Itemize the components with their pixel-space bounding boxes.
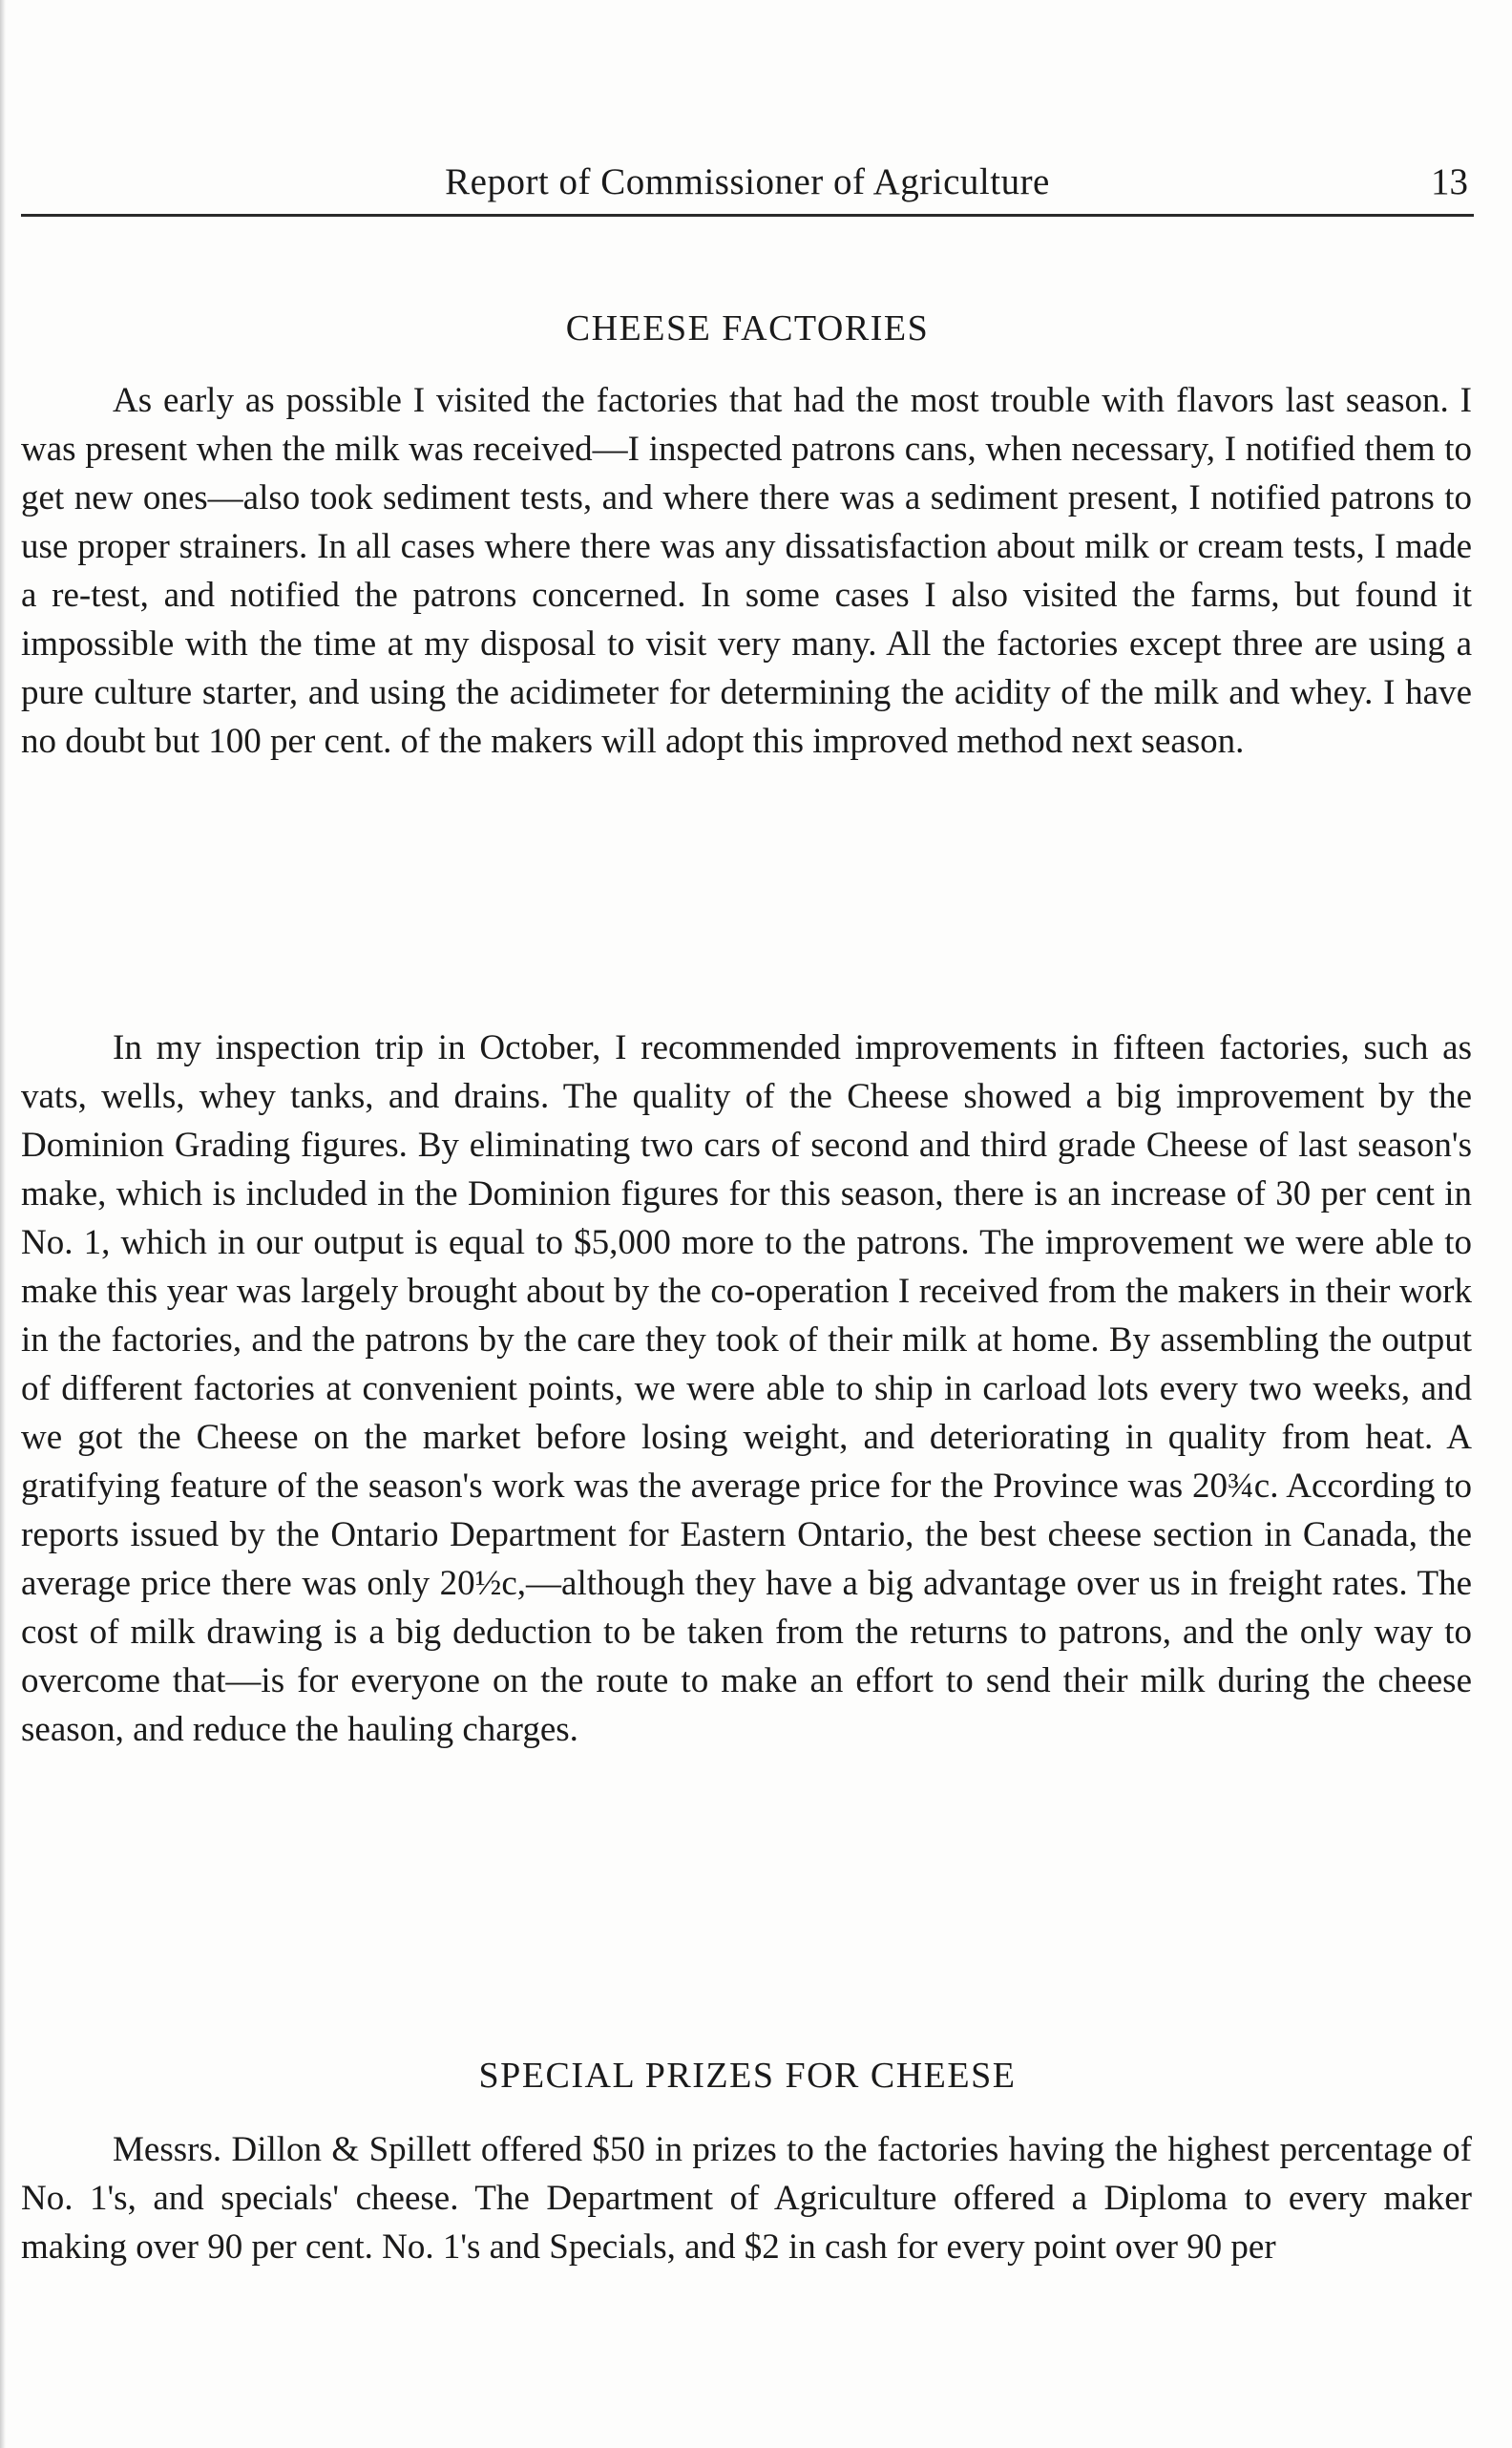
section-heading-cheese-factories: CHEESE FACTORIES (565, 308, 930, 348)
running-header (21, 160, 1474, 217)
running-title: Report of Commissioner of Agriculture (445, 161, 1050, 202)
paragraph-special-prizes: Messrs. Dillon & Spillett offered $50 in prizes to the factories having the highest percentage of No. 1's, and specials' cheese. The Department of Agriculture offered a Diploma to every maker making over 90 per cent. No. 1's and Specials, and $2 in cash for every point over 90 per (21, 2130, 1472, 2267)
scan-edge-shadow (0, 0, 6, 2448)
paragraph-factory-visits: As early as possible I visited the factories that had the most trouble with flavors last season. I was present when the milk was received—I inspected patrons cans, when necessary, I notified them to get new ones—also took sediment tests, and where there was a sediment present, I notified patrons to use proper strainers. In all cases where there was any dissatisfaction about milk or cream tests, I made a re-test, and notified the patrons concerned. In some cases I also visited the farms, but found it impossible with the time at my disposal to visit very many. All the factories except three are using a pure culture starter, and using the acidimeter for determining the acidity of the milk and whey. I have no doubt but 100 per cent. of the makers will adopt this improved method next season. (21, 381, 1472, 761)
section-heading-special-prizes: SPECIAL PRIZES FOR CHEESE (478, 2056, 1017, 2096)
page-number: 13 (1431, 161, 1468, 202)
paragraph-inspection-trip: In my inspection trip in October, I recommended improvements in fifteen factories, such as vats, wells, whey tanks, and drains. The quality of the Cheese showed a big improvement by the Dominion Grading figures. By eliminating two cars of second and third grade Cheese of last season's make, which is included in the Dominion figures for this season, there is an increase of 30 per cent in No. 1, which in our output is equal to $5,000 more to the patrons. The improvement we were able to make this year was largely brought about by the co-operation I received from the makers in their work in the factories, and the patrons by the care they took of their milk at home. By assembling the output of different factories at convenient points, we were able to ship in carload lots every two weeks, and we got the Cheese on the market before losing weight, and deteriorating in quality from heat. A gratifying feature of the season's work was the average price for the Province was 20¾c. According to reports issued by the Ontario Department for Eastern Ontario, the best cheese section in Canada, the average price there was only 20½c,—although they have a big advantage over us in freight rates. The cost of milk drawing is a big deduction to be taken from the returns to patrons, and the only way to overcome that—is for everyone on the route to make an effort to send their milk during the cheese season, and reduce the hauling charges. (21, 1028, 1472, 1749)
